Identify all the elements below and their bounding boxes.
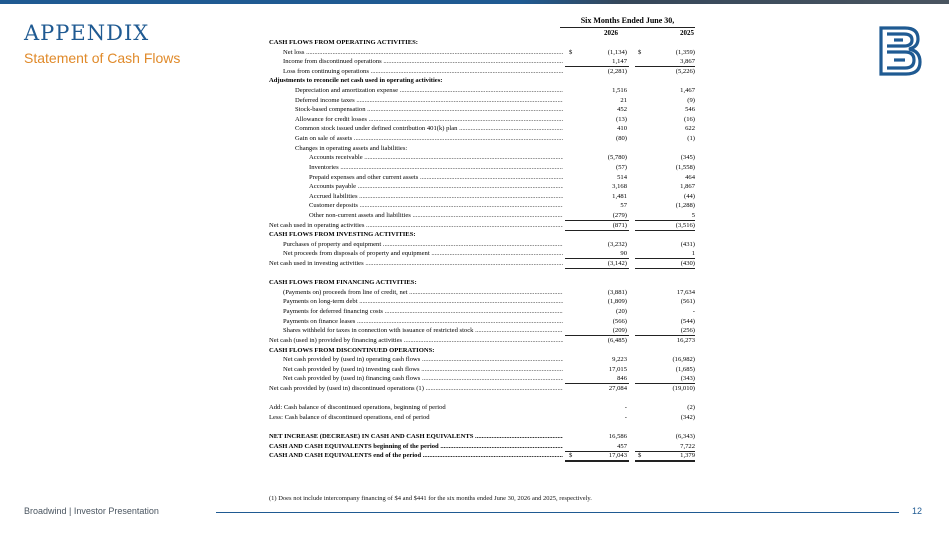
page-number: 12 <box>912 506 923 516</box>
row-label: Payments for deferred financing costs ..... <box>283 307 563 317</box>
value-2025: (2) <box>687 404 695 412</box>
year-2026-header: 2026 <box>604 29 618 37</box>
row-label-area <box>269 384 563 394</box>
value-2025: (1,288) <box>675 202 695 210</box>
value-2026: (209) <box>612 327 627 335</box>
row-label-area <box>269 297 563 307</box>
value-2025: (430) <box>680 260 695 268</box>
value-2025: 7,722 <box>680 442 695 450</box>
table-row <box>269 163 695 173</box>
value-2026: (80) <box>616 135 627 143</box>
value-2025: (256) <box>680 327 695 335</box>
row-label: Depreciation and amortization expense ..... <box>295 86 563 96</box>
row-label: Loss from continuing operations ..... <box>283 67 563 77</box>
table-row <box>269 96 695 106</box>
row-label-area <box>269 173 563 183</box>
row-label: CASH FLOWS FROM FINANCING ACTIVITIES: <box>269 279 417 287</box>
row-label: Adjustments to reconcile net cash used in operating activities: <box>269 77 443 85</box>
table-row <box>269 249 695 259</box>
value-2026: (566) <box>612 317 627 325</box>
row-label: Gain on sale of assets ..... <box>295 134 563 144</box>
value-2026: (1,809) <box>607 298 627 306</box>
row-label-area <box>269 451 563 461</box>
value-2026: 1,516 <box>612 87 627 95</box>
table-row <box>269 153 695 163</box>
table-row <box>269 48 695 58</box>
table-row <box>269 413 695 423</box>
value-2026: 410 <box>617 125 627 133</box>
row-label: Purchases of property and equipment ..... <box>283 240 563 250</box>
table-row <box>269 192 695 202</box>
row-label-area <box>269 403 563 413</box>
row-label-area <box>269 442 563 452</box>
table-row <box>269 86 695 96</box>
row-label-area <box>269 57 563 67</box>
row-label-area <box>269 192 563 202</box>
row-label-area <box>269 67 563 77</box>
value-2025: (431) <box>680 240 695 248</box>
value-2026: 9,223 <box>612 356 627 364</box>
value-2025: (9) <box>687 96 695 104</box>
table-row <box>269 67 695 77</box>
value-2026: 457 <box>617 442 627 450</box>
value-2025: (345) <box>680 154 695 162</box>
value-2026: 17,015 <box>608 365 627 373</box>
value-2025: 1,867 <box>680 183 695 191</box>
table-row <box>269 134 695 144</box>
table-row <box>269 259 695 269</box>
row-label-area <box>269 211 563 221</box>
row-label: Inventories ..... <box>309 163 563 173</box>
value-2025: (6,343) <box>675 432 695 440</box>
table-row <box>269 57 695 67</box>
row-label: Less: Cash balance of discontinued operations, end of period <box>269 413 430 421</box>
value-2026: 27,084 <box>608 384 627 392</box>
row-label-area <box>269 326 563 336</box>
value-2026: 846 <box>617 375 627 383</box>
value-2025: (1,558) <box>675 163 695 171</box>
value-2025: (1) <box>687 135 695 143</box>
table-row <box>269 76 695 86</box>
table-row <box>269 144 695 154</box>
top-accent-bar <box>0 0 949 4</box>
table-row <box>269 336 695 346</box>
row-label: CASH AND CASH EQUIVALENTS end of the period ..... <box>269 451 563 461</box>
row-label-area <box>269 259 563 269</box>
table-row <box>269 403 695 413</box>
underline-rule <box>565 460 629 462</box>
table-row <box>269 317 695 327</box>
row-label-area <box>269 115 563 125</box>
value-2026: 514 <box>617 173 627 181</box>
value-2026: 1,481 <box>612 192 627 200</box>
value-2025: 546 <box>685 106 695 114</box>
value-2025: (1,685) <box>675 365 695 373</box>
row-label: CASH FLOWS FROM INVESTING ACTIVITIES: <box>269 231 416 239</box>
value-2025: 464 <box>685 173 695 181</box>
value-2025: (3,516) <box>675 221 695 229</box>
row-label: Deferred income taxes ..... <box>295 96 563 106</box>
row-label: Shares withheld for taxes in connection with issuance of restricted stock ..... <box>283 326 563 336</box>
value-2025: (44) <box>684 192 695 200</box>
row-label: Allowance for credit losses ..... <box>295 115 563 125</box>
table-row <box>269 346 695 356</box>
row-label-area <box>269 48 563 58</box>
row-label: Net cash provided by (used in) investing cash flows ..... <box>283 365 563 375</box>
page-subtitle: Statement of Cash Flows <box>24 50 181 66</box>
row-label: Changes in operating assets and liabilities: <box>295 144 408 152</box>
value-2026: (871) <box>612 221 627 229</box>
value-2026: (3,142) <box>607 260 627 268</box>
value-2025: (16) <box>684 115 695 123</box>
value-2026: - <box>624 413 627 421</box>
row-label: Net cash provided by (used in) discontinued operations (1) ..... <box>269 384 563 394</box>
row-label: Net cash provided by (used in) financing cash flows ..... <box>283 374 563 384</box>
value-2026: (1,134) <box>607 48 627 56</box>
value-2025: 5 <box>691 211 695 219</box>
row-label: Other non-current assets and liabilities ..... <box>309 211 563 221</box>
table-row <box>269 173 695 183</box>
cash-flow-table <box>269 38 695 461</box>
table-row <box>269 297 695 307</box>
row-label-area <box>269 86 563 96</box>
spacer-row <box>269 269 695 279</box>
row-label: Net proceeds from disposals of property and equipment ..... <box>283 249 563 259</box>
value-2026: (5,780) <box>607 154 627 162</box>
table-row <box>269 355 695 365</box>
dollar-sign: $ <box>569 48 573 56</box>
row-label: CASH FLOWS FROM OPERATING ACTIVITIES: <box>269 39 418 46</box>
row-label: Income from discontinued operations ..... <box>283 57 563 67</box>
value-2026: (2,281) <box>607 67 627 75</box>
period-header: Six Months Ended June 30, <box>560 16 695 28</box>
row-label-area <box>269 346 563 356</box>
table-row <box>269 432 695 442</box>
row-label-area <box>269 249 563 259</box>
table-row <box>269 182 695 192</box>
spacer-row <box>269 422 695 432</box>
row-label-area <box>269 355 563 365</box>
value-2025: (1,359) <box>675 48 695 56</box>
table-row <box>269 307 695 317</box>
value-2025: (342) <box>680 413 695 421</box>
row-label: Accrued liabilities ..... <box>309 192 563 202</box>
row-label: Common stock issued under defined contribution 401(k) plan ..... <box>295 124 563 134</box>
row-label-area <box>269 144 563 154</box>
row-label-area <box>269 278 563 288</box>
value-2025: 622 <box>685 125 695 133</box>
row-label-area <box>269 201 563 211</box>
row-label-area <box>269 336 563 346</box>
table-row <box>269 451 695 461</box>
table-row <box>269 115 695 125</box>
row-label-area <box>269 317 563 327</box>
row-label: CASH FLOWS FROM DISCONTINUED OPERATIONS: <box>269 346 435 354</box>
value-2026: (3,232) <box>607 240 627 248</box>
value-2025: 16,273 <box>676 336 695 344</box>
footer-text: Broadwind | Investor Presentation <box>24 506 159 516</box>
row-label: Add: Cash balance of discontinued operations, beginning of period <box>269 404 446 412</box>
table-row <box>269 442 695 452</box>
row-label: Net cash used in investing activities ..... <box>269 259 563 269</box>
value-2026: (13) <box>616 115 627 123</box>
row-label-area <box>269 134 563 144</box>
table-row <box>269 211 695 221</box>
row-label-area <box>269 96 563 106</box>
value-2025: (544) <box>680 317 695 325</box>
value-2026: (3,881) <box>607 288 627 296</box>
value-2025: (19,010) <box>672 384 695 392</box>
page-title: APPENDIX <box>24 21 150 45</box>
value-2026: 452 <box>617 106 627 114</box>
row-label-area <box>269 76 563 86</box>
row-label-area <box>269 307 563 317</box>
row-label-area <box>269 124 563 134</box>
row-label: NET INCREASE (DECREASE) IN CASH AND CASH EQUIVALENTS ..... <box>269 432 563 442</box>
value-2026: (279) <box>612 211 627 219</box>
broadwind-logo-icon <box>878 25 923 77</box>
value-2026: 57 <box>620 202 627 210</box>
row-label-area <box>269 105 563 115</box>
value-2026: 17,043 <box>608 452 627 460</box>
table-row <box>269 374 695 384</box>
table-row <box>269 221 695 231</box>
year-2025-header: 2025 <box>680 29 694 37</box>
row-label: Net cash (used in) provided by financing activities ..... <box>269 336 563 346</box>
table-row <box>269 240 695 250</box>
footer-divider <box>216 512 899 513</box>
value-2026: (20) <box>616 308 627 316</box>
row-label-area <box>269 288 563 298</box>
dollar-sign: $ <box>638 452 642 460</box>
row-label-area <box>269 230 563 240</box>
table-row <box>269 288 695 298</box>
row-label-area <box>269 182 563 192</box>
value-2025: (16,982) <box>672 356 695 364</box>
row-label-area <box>269 221 563 231</box>
row-label: Payments on long-term debt ..... <box>283 297 563 307</box>
value-2026: 1,147 <box>612 58 627 66</box>
table-row <box>269 38 695 48</box>
dollar-sign: $ <box>569 452 573 460</box>
value-2026: 16,586 <box>608 432 627 440</box>
table-row <box>269 105 695 115</box>
table-row <box>269 230 695 240</box>
table-row <box>269 124 695 134</box>
value-2026: (6,485) <box>607 336 627 344</box>
value-2026: (57) <box>616 163 627 171</box>
row-label: Payments on finance leases ..... <box>283 317 563 327</box>
row-label: Net loss ..... <box>283 48 563 58</box>
table-row <box>269 201 695 211</box>
row-label-area <box>269 374 563 384</box>
value-2026: - <box>624 404 627 412</box>
value-2025: (343) <box>680 375 695 383</box>
table-row <box>269 326 695 336</box>
row-label-area <box>269 163 563 173</box>
row-label: Net cash provided by (used in) operating cash flows ..... <box>283 355 563 365</box>
row-label: Accounts payable ..... <box>309 182 563 192</box>
row-label: (Payments on) proceeds from line of credit, net ..... <box>283 288 563 298</box>
value-2026: 90 <box>620 250 627 258</box>
row-label: CASH AND CASH EQUIVALENTS beginning of the period ..... <box>269 442 563 452</box>
row-label-area <box>269 413 563 423</box>
row-label: Stock-based compensation ..... <box>295 105 563 115</box>
row-label-area <box>269 240 563 250</box>
table-row <box>269 384 695 394</box>
row-label-area <box>269 432 563 442</box>
row-label-area <box>269 153 563 163</box>
row-label-area <box>269 365 563 375</box>
value-2026: 3,168 <box>612 183 627 191</box>
row-label: Net cash used in operating activities ..... <box>269 221 563 231</box>
underline-rule <box>635 460 695 462</box>
dollar-sign: $ <box>638 48 642 56</box>
value-2026: 21 <box>620 96 627 104</box>
row-label: Accounts receivable ..... <box>309 153 563 163</box>
row-label: Customer deposits ..... <box>309 201 563 211</box>
spacer-row <box>269 394 695 404</box>
row-label: Prepaid expenses and other current assets ..... <box>309 173 563 183</box>
row-label-area <box>269 38 563 48</box>
value-2025: 1 <box>691 250 695 258</box>
value-2025: - <box>692 308 695 316</box>
table-row <box>269 278 695 288</box>
value-2025: (561) <box>680 298 695 306</box>
value-2025: 3,867 <box>680 58 695 66</box>
value-2025: 17,634 <box>676 288 695 296</box>
value-2025: 1,379 <box>680 452 695 460</box>
table-footnote: (1) Does not include intercompany financing of $4 and $441 for the six months ended June 30, 2026 and 2025, respectively. <box>269 495 592 502</box>
table-row <box>269 365 695 375</box>
value-2025: 1,467 <box>680 87 695 95</box>
value-2025: (5,226) <box>675 67 695 75</box>
